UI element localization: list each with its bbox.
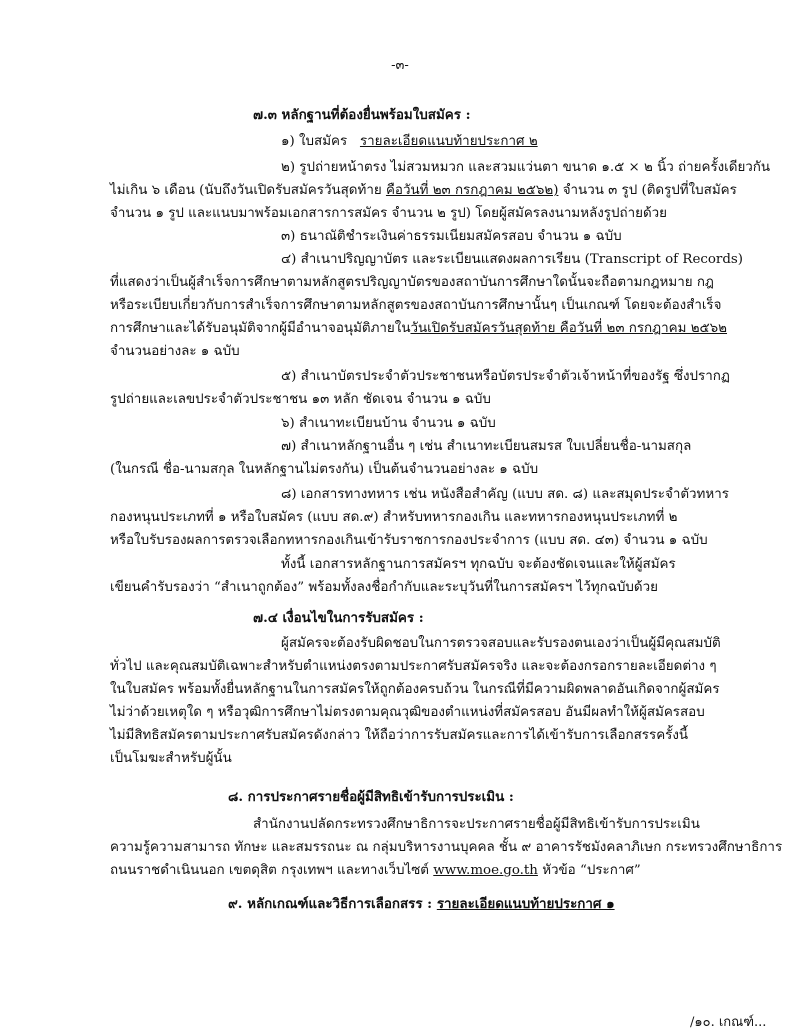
item-8-line-2: กองหนุนประเภทที่ ๑ หรือใบสมัคร (แบบ สด.๙) สำหรับทหารกองเกิน และทหารกองหนุนประเภทที่ ๒	[110, 510, 678, 525]
item-4-line-4	[110, 318, 727, 341]
conditions-line-1: ผู้สมัครจะต้องรับผิดชอบในการตรวจสอบและรับรองตนเองว่าเป็นผู้มีคุณสมบัติ	[281, 636, 721, 651]
page-number: -๓-	[391, 58, 409, 73]
conditions-line-2: ทั่วไป และคุณสมบัติเฉพาะสำหรับตำแหน่งตรงตามประกาศรับสมัครจริง และจะต้องกรอกรายละเอียดต่าง ๆ	[110, 659, 717, 674]
item-7-line-1: ๗) สำเนาหลักฐานอื่น ๆ เช่น สำเนาทะเบียนสมรส ใบเปลี่ยนชื่อ-นามสกุล	[281, 439, 692, 454]
item-5-line-1: ๕) สำเนาบัตรประจำตัวประชาชนหรือบัตรประจำตัวเจ้าหน้าที่ของรัฐ ซึ่งปรากฏ	[281, 369, 730, 384]
item-2-line-2	[110, 180, 737, 203]
item-2-line-2-a: ไม่เกิน ๖ เดือน (นับถึงวันเปิดรับสมัครวันสุดท้าย	[110, 183, 382, 198]
announcement-line-1: สำนักงานปลัดกระทรวงศึกษาธิการจะประกาศรายชื่อผู้มีสิทธิเข้ารับการประเมิน	[253, 817, 700, 832]
note-line-2: เขียนคำรับรองว่า “สำเนาถูกต้อง” พร้อมทั้งลงชื่อกำกับและระบุวันที่ในการสมัครฯ ไว้ทุกฉบับด้วย	[110, 580, 658, 595]
item-4-line-4-a: การศึกษาและได้รับอนุมัติจากผู้มีอำนาจอนุมัติภายใน	[110, 321, 411, 336]
announcement-line-2: ความรู้ความสามารถ ทักษะ และสมรรถนะ ณ กลุ่มบริหารงานบุคคล ชั้น ๙ อาคารรัชมังคลาภิเษก กระทรวงศึกษาธิการ	[110, 840, 783, 855]
item-4-line-3: หรือระเบียบเกี่ยวกับการสำเร็จการศึกษาตามหลักสูตรของสถาบันการศึกษานั้นๆ เป็นเกณฑ์ โดยจะต้องสำเร็จ	[110, 298, 722, 313]
item-2-line-3: จำนวน ๑ รูป และแนบมาพร้อมเอกสารการสมัคร จำนวน ๒ รูป) โดยผู้สมัครลงนามหลังรูปถ่ายด้วย	[110, 206, 668, 221]
item-2-deadline: คือวันที่ ๒๓ กรกฎาคม ๒๕๖๒)	[385, 183, 559, 198]
item-2-line-2-c: จำนวน ๓ รูป (ติดรูปที่ใบสมัคร	[562, 183, 737, 198]
item-2-line-1: ๒) รูปถ่ายหน้าตรง ไม่สวมหมวก และสวมแว่นตา ขนาด ๑.๕ × ๒ นิ้ว ถ่ายครั้งเดียวกัน	[281, 160, 771, 175]
section-9-title: ๙. หลักเกณฑ์และวิธีการเลือกสรร :	[228, 896, 433, 912]
item-4-line-1: ๔) สำเนาปริญญาบัตร และระเบียนแสดงผลการเรียน (Transcript of Records)	[281, 252, 743, 267]
announcement-line-3-a: ถนนราชดำเนินนอก เขตดุสิต กรุงเทพฯ และทางเว็บไซต์	[110, 863, 429, 878]
item-7-line-2: (ในกรณี ชื่อ-นามสกุล ในหลักฐานไม่ตรงกัน) เป็นต้นจำนวนอย่างละ ๑ ฉบับ	[110, 462, 539, 477]
item-4-deadline: วันเปิดรับสมัครวันสุดท้าย คือวันที่ ๒๓ กรกฎาคม ๒๕๖๒	[410, 321, 728, 336]
website-link[interactable]: www.moe.go.th	[433, 863, 538, 878]
conditions-line-6: เป็นโมฆะสำหรับผู้นั้น	[110, 751, 232, 766]
item-6: ๖) สำเนาทะเบียนบ้าน จำนวน ๑ ฉบับ	[281, 416, 496, 431]
announcement-line-3-b: หัวข้อ “ประกาศ”	[542, 863, 641, 878]
section-7-3-heading: ๗.๓ หลักฐานที่ต้องยื่นพร้อมใบสมัคร :	[253, 107, 471, 123]
conditions-line-3: ในใบสมัคร พร้อมทั้งยื่นหลักฐานในการสมัครให้ถูกต้องครบถ้วน ในกรณีที่มีความผิดพลาดอันเกิดจากผู้สมัคร	[110, 682, 720, 697]
conditions-line-4: ไม่ว่าด้วยเหตุใด ๆ หรือวุฒิการศึกษาไม่ตรงตามคุณวุฒิของตำแหน่งที่สมัครสอบ อันมีผลทำให้ผู้สมัครสอบ	[110, 705, 705, 720]
item-4-line-5: จำนวนอย่างละ ๑ ฉบับ	[110, 344, 240, 359]
item-4-line-2: ที่แสดงว่าเป็นผู้สำเร็จการศึกษาตามหลักสูตรปริญญาบัตรของสถาบันการศึกษาใดนั้นจะถือตามกฎหมาย กฎ	[110, 275, 714, 290]
section-9-attachment-ref: รายละเอียดแนบท้ายประกาศ ๑	[436, 896, 615, 912]
item-1	[281, 131, 538, 154]
conditions-line-5: ไม่มีสิทธิสมัครตามประกาศรับสมัครดังกล่าว ให้ถือว่าการรับสมัครและการได้เข้ารับการเลือกสรรครั้งนี้	[110, 728, 689, 743]
item-8-line-1: ๘) เอกสารทางทหาร เช่น หนังสือสำคัญ (แบบ สด. ๘) และสมุดประจำตัวทหาร	[281, 487, 729, 502]
item-8-line-3: หรือใบรับรองผลการตรวจเลือกทหารกองเกินเข้ารับราชการกองประจำการ (แบบ สด. ๔๓) จำนวน ๑ ฉบับ	[110, 533, 708, 548]
item-5-line-2: รูปถ่ายและเลขประจำตัวประชาชน ๑๓ หลัก ชัดเจน จำนวน ๑ ฉบับ	[110, 392, 491, 407]
item-1-prefix: ๑) ใบสมัคร	[281, 134, 348, 149]
section-9-heading	[228, 893, 615, 916]
section-7-4-heading: ๗.๔ เงื่อนไขในการรับสมัคร :	[253, 610, 424, 626]
note-line-1: ทั้งนี้ เอกสารหลักฐานการสมัครฯ ทุกฉบับ จะต้องชัดเจนและให้ผู้สมัคร	[281, 557, 676, 572]
item-1-attachment-ref: รายละเอียดแนบท้ายประกาศ ๒	[359, 134, 538, 149]
item-3: ๓) ธนาณัติชำระเงินค่าธรรมเนียมสมัครสอบ จำนวน ๑ ฉบับ	[281, 229, 622, 244]
announcement-line-3	[110, 860, 641, 883]
continuation-footer: /๑๐. เกณฑ์...	[690, 1015, 767, 1030]
section-8-heading: ๘. การประกาศรายชื่อผู้มีสิทธิเข้ารับการประเมิน :	[228, 789, 514, 805]
